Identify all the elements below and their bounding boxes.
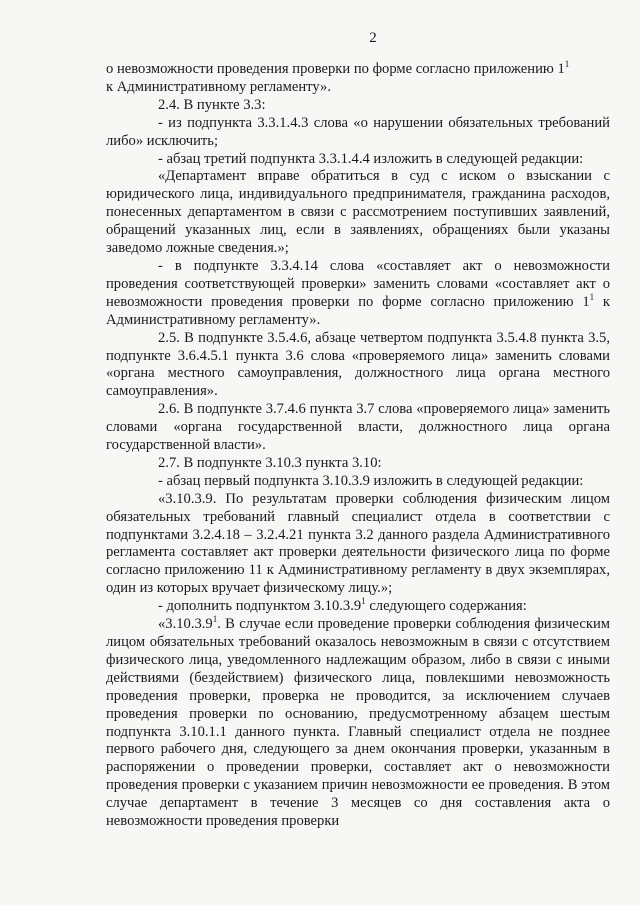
paragraph-text: «3.10.3.9. По результатам проверки соблюдения физическим лицом обязательных требований главный специалист отдела в соответствии с подпунктами 3.2.4.18 – 3.2.4.21 пункта 3.2 данного раздела Административного регламента составляет акт проверки деятельности физического лица по форме согласно приложению 11 к Административному регламенту в двух экземплярах, один из которых вручает физическому лицу.»; xyxy=(106,490,610,597)
superscript: 1 xyxy=(589,291,595,302)
superscript: 1 xyxy=(361,596,366,607)
paragraph xyxy=(106,491,610,598)
paragraph xyxy=(106,598,610,616)
paragraph xyxy=(106,97,610,115)
paragraph xyxy=(106,79,610,97)
paragraph xyxy=(106,330,610,402)
paragraph-text: - дополнить подпунктом 3.10.3.9 xyxy=(158,598,362,615)
paragraph-text: - в подпункте 3.3.4.14 слова «составляет акт о невозможности проведения соответствующей проверки» заменить словами «составляет акт о невозможности проведения проверки по форме согласно приложению 1 xyxy=(106,257,610,310)
paragraph-text: - абзац третий подпункта 3.3.1.4.4 изложить в следующей редакции: xyxy=(158,150,584,167)
paragraph xyxy=(106,473,610,491)
paragraph xyxy=(106,616,610,831)
paragraph-text-continued: следующего содержания: xyxy=(365,598,527,615)
paragraph-text-continued: к Административному регламенту». xyxy=(106,293,610,328)
paragraph xyxy=(106,115,610,151)
paragraph xyxy=(106,151,610,169)
paragraph-text: 2.6. В подпункте 3.7.4.6 пункта 3.7 слова «проверяемого лица» заменить словами «органа государственной власти, должностного лица органа государственной власти». xyxy=(106,401,610,454)
paragraph-text: - абзац первый подпункта 3.10.3.9 изложить в следующей редакции: xyxy=(158,472,584,489)
page-number: 2 xyxy=(369,30,377,46)
paragraph xyxy=(106,258,610,330)
document-body xyxy=(106,61,610,831)
paragraph-text: «3.10.3.9 xyxy=(158,616,213,633)
paragraph-text: о невозможности проведения проверки по форме согласно приложению 1 xyxy=(106,61,565,77)
superscript: 1 xyxy=(564,59,570,70)
paragraph xyxy=(106,168,610,258)
paragraph-text: 2.7. В подпункте 3.10.3 пункта 3.10: xyxy=(158,454,382,471)
paragraph-text: - из подпункта 3.3.1.4.3 слова «о нарушении обязательных требований либо» исключить; xyxy=(106,114,610,149)
paragraph-text: «Департамент вправе обратиться в суд с иском о взыскании с юридического лица, индивидуального предпринимателя, гражданина расходов, понесенных департаментом в связи с рассмотрением поступивших заявлений, обращений указанных лиц, если в заявлениях, обращениях были указаны заведомо ложные сведения.»; xyxy=(106,168,610,257)
paragraph-text: 2.5. В подпункте 3.5.4.6, абзаце четвертом подпункта 3.5.4.8 пункта 3.5, подпункте 3.6.4.5.1 пункта 3.6 слова «проверяемого лица» заменить словами «органа местного самоуправления, должностного лица органа местного самоуправления». xyxy=(106,329,610,400)
paragraph-text: 2.4. В пункте 3.3: xyxy=(158,96,266,113)
paragraph-text: к Административному регламенту». xyxy=(106,78,331,95)
paragraph xyxy=(106,455,610,473)
paragraph-text-continued: . В случае если проведение проверки соблюдения физическим лицом обязательных требований оказалось невозможным в связи с отсутствием физического лица, уведомленного надлежащим образом, либо в связи с иными действиями (бездействием) физического лица, повлекшими невозможность проведения проверки, проверка не проводится, за исключением случаев проведения проверки по основанию, предусмотренному абзацем шестым подпункта 3.10.1.1 данного пункта. Главный специалист отдела не позднее первого рабочего дня, следующего за днем окончания проверки, указанным в распоряжении о проведении проверки, составляет акт о невозможности проведения проверки с указанием причин невозможности ее проведения. В этом случае департамент в течение 3 месяцев со дня составления акта о невозможности проведения проверки xyxy=(106,616,610,830)
superscript: 1 xyxy=(212,614,218,625)
paragraph xyxy=(106,61,610,79)
paragraph xyxy=(106,401,610,455)
